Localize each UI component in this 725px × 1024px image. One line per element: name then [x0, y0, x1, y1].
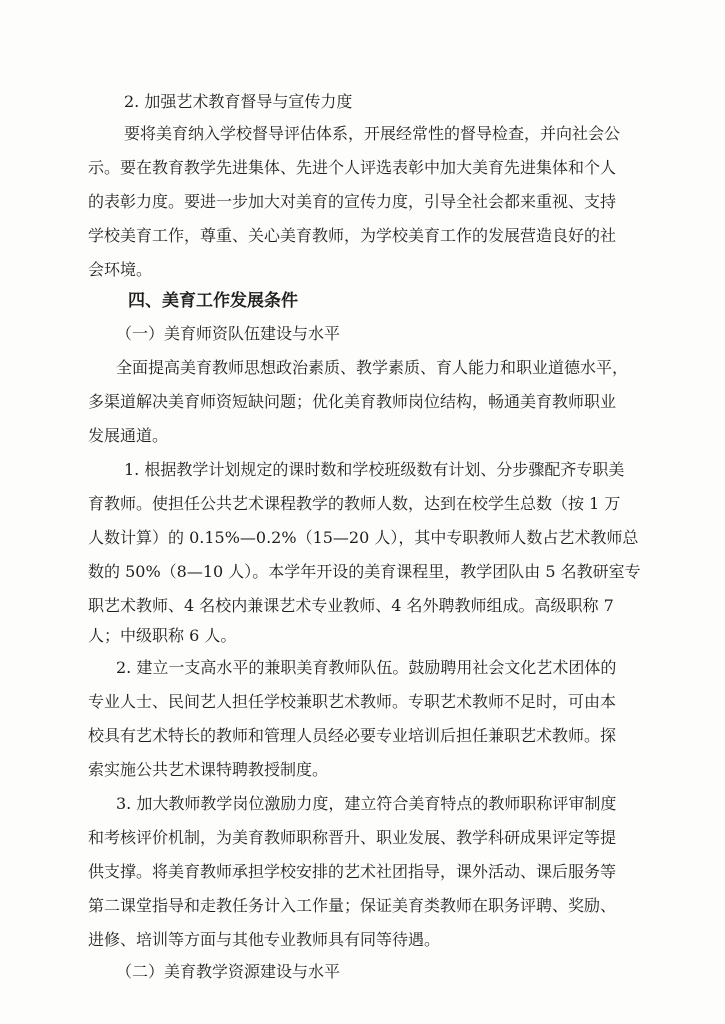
subsection-2-heading: （二）美育教学资源建设与水平: [116, 962, 341, 981]
paragraph-line: 2. 建立一支高水平的兼职美育教师队伍。鼓励聘用社会文化艺术团体的: [116, 658, 617, 677]
paragraph-line: 和考核评价机制，为美育教师职称晋升、职业发展、教学科研成果评定等提: [88, 828, 617, 847]
paragraph-line: 职艺术教师、4 名校内兼课艺术专业教师、4 名外聘教师组成。高级职称 7: [88, 596, 614, 615]
section-2-title: 2. 加强艺术教育督导与宣传力度: [124, 92, 353, 111]
paragraph-line: 供支撑。将美育教师承担学校安排的艺术社团指导，课外活动、课后服务等: [88, 862, 617, 881]
paragraph-line: 数的 50%（8—10 人）。本学年开设的美育课程里，教学团队由 5 名教研室专: [88, 562, 641, 581]
subsection-1-heading: （一）美育师资队伍建设与水平: [116, 324, 341, 343]
paragraph-line: 全面提高美育教师思想政治素质、教学素质、育人能力和职业道德水平，: [116, 358, 629, 377]
paragraph-line: 发展通道。: [88, 426, 169, 445]
paragraph-line: 1. 根据教学计划规定的课时数和学校班级数有计划、分步骤配齐专职美: [124, 460, 625, 479]
paragraph-line: 的表彰力度。要进一步加大对美育的宣传力度，引导全社会都来重视、支持: [88, 192, 617, 211]
paragraph-line: 示。要在教育教学先进集体、先进个人评选表彰中加大美育先进集体和个人: [88, 158, 617, 177]
paragraph-line: 第二课堂指导和走教任务计入工作量；保证美育类教师在职务评聘、奖励、: [88, 896, 617, 915]
paragraph-line: 索实施公共艺术课特聘教授制度。: [88, 760, 329, 779]
paragraph-line: 人；中级职称 6 人。: [88, 626, 237, 645]
paragraph-line: 会环境。: [88, 260, 153, 279]
paragraph-line: 育教师。使担任公共艺术课程教学的教师人数，达到在校学生总数（按 1 万: [88, 494, 621, 513]
paragraph-line: 进修、培训等方面与其他专业教师具有同等待遇。: [88, 930, 441, 949]
paragraph-line: 专业人士、民间艺人担任学校兼职艺术教师。专职艺术教师不足时，可由本: [88, 692, 617, 711]
paragraph-line: 要将美育纳入学校督导评估体系，开展经常性的督导检查，并向社会公: [124, 124, 621, 143]
paragraph-line: 校具有艺术特长的教师和管理人员经必要专业培训后担任兼职艺术教师。探: [88, 726, 617, 745]
part-4-heading: 四、美育工作发展条件: [128, 291, 298, 311]
paragraph-line: 人数计算）的 0.15%—0.2%（15—20 人），其中专职教师人数占艺术教师总: [88, 528, 639, 547]
paragraph-line: 学校美育工作，尊重、关心美育教师，为学校美育工作的发展营造良好的社: [88, 226, 617, 245]
paragraph-line: 多渠道解决美育师资短缺问题；优化美育教师岗位结构，畅通美育教师职业: [88, 392, 617, 411]
paragraph-line: 3. 加大教师教学岗位激励力度，建立符合美育特点的教师职称评审制度: [116, 794, 617, 813]
